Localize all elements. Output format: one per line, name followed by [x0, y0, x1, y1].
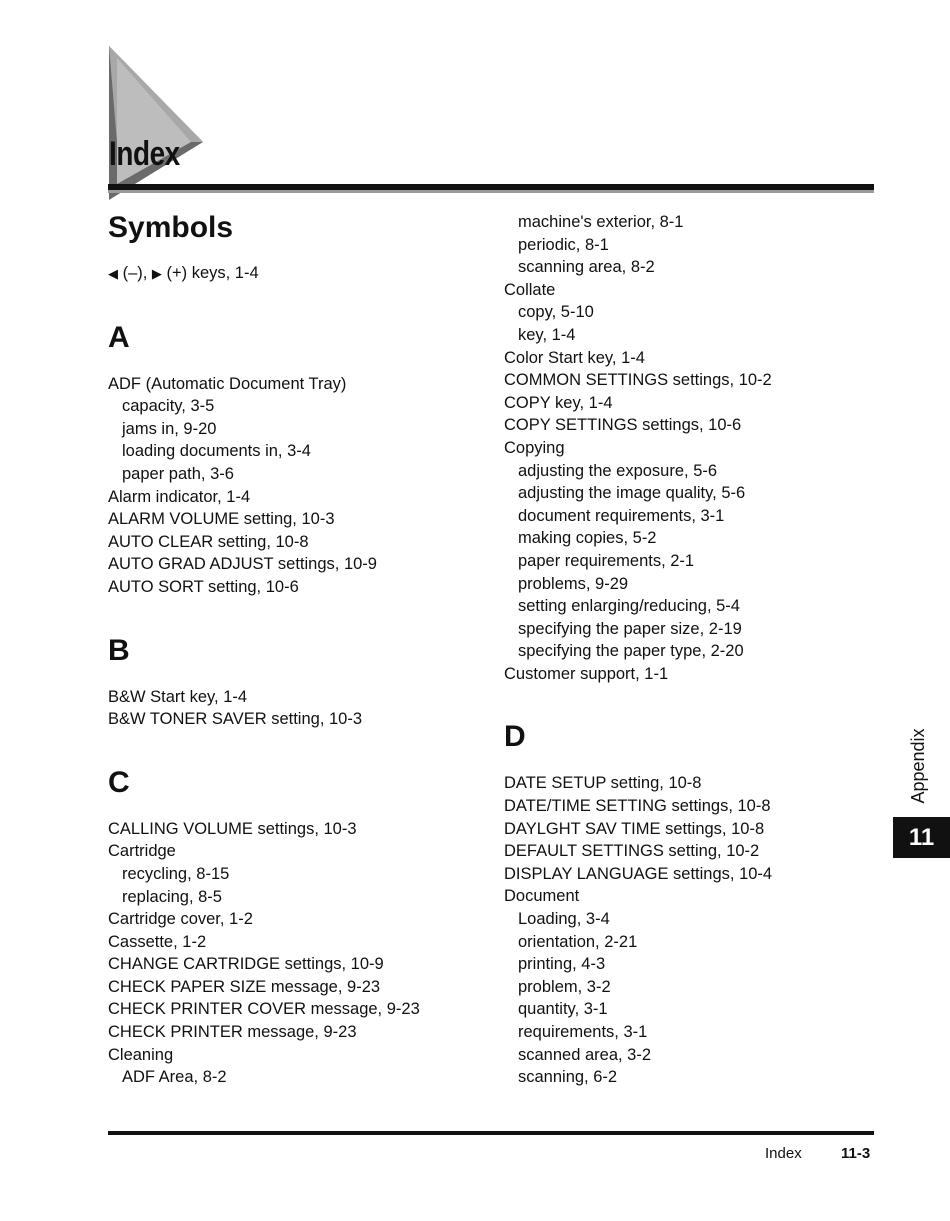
index-entry: AUTO GRAD ADJUST settings, 10-9	[108, 555, 377, 574]
section-a	[108, 320, 478, 599]
index-entry: Document	[504, 887, 580, 906]
index-subentry: problems, 9-29	[518, 574, 629, 593]
index-subentry: key, 1-4	[518, 325, 576, 344]
index-subentry: jams in, 9-20	[122, 419, 217, 438]
index-subentry: requirements, 3-1	[518, 1023, 648, 1041]
index-subentry: paper path, 3-6	[122, 464, 234, 483]
index-subentry: paper requirements, 2-1	[518, 551, 695, 570]
index-entry: AUTO CLEAR setting, 10-8	[108, 532, 309, 551]
left-arrow-icon: ◀	[108, 266, 118, 281]
right-arrow-icon: ▶	[151, 266, 162, 281]
section-heading-symbols: Symbols	[108, 211, 234, 244]
entry-text: (–),	[118, 264, 152, 282]
index-entry	[108, 262, 478, 286]
index-entry: DAYLGHT SAV TIME settings, 10-8	[504, 819, 765, 838]
index-entry: COPY SETTINGS settings, 10-6	[504, 416, 742, 435]
footer-section-label: Index	[765, 1145, 802, 1162]
index-entry: Cassette, 1-2	[108, 932, 207, 951]
section-c-continued	[504, 211, 874, 685]
page-title: Index	[109, 135, 180, 173]
index-subentry: orientation, 2-21	[518, 932, 638, 951]
index-entry: Color Start key, 1-4	[504, 348, 645, 367]
index-subentry: Loading, 3-4	[518, 910, 610, 929]
index-subentry: periodic, 8-1	[518, 235, 609, 254]
index-subentry: specifying the paper type, 2-20	[518, 642, 744, 661]
chapter-tab-label: Appendix	[908, 728, 928, 804]
index-subentry: copy, 5-10	[518, 303, 594, 322]
index-subentry: problem, 3-2	[518, 977, 611, 996]
index-entry: ALARM VOLUME setting, 10-3	[108, 510, 335, 529]
index-subentry: ADF Area, 8-2	[122, 1068, 227, 1087]
index-subentry: printing, 4-3	[518, 955, 606, 974]
index-subentry: scanning area, 8-2	[518, 258, 655, 277]
section-heading-c: C	[108, 765, 130, 799]
index-subentry: scanning, 6-2	[518, 1068, 618, 1087]
index-entry: COMMON SETTINGS settings, 10-2	[504, 371, 772, 390]
index-subentry: recycling, 8-15	[122, 864, 230, 883]
section-heading-d: D	[504, 720, 526, 754]
header-rule-shadow	[108, 190, 874, 193]
index-entry: ADF (Automatic Document Tray)	[108, 374, 347, 393]
index-entry: CHECK PRINTER COVER message, 9-23	[108, 1000, 420, 1019]
index-subentry: specifying the paper size, 2-19	[518, 619, 742, 638]
index-entry: CALLING VOLUME settings, 10-3	[108, 819, 357, 838]
index-subentry: machine's exterior, 8-1	[518, 213, 684, 231]
index-entry: AUTO SORT setting, 10-6	[108, 577, 299, 596]
section-c	[108, 765, 478, 1089]
index-subentry: setting enlarging/reducing, 5-4	[518, 597, 740, 616]
index-entry: Customer support, 1-1	[504, 664, 669, 683]
index-entry: DEFAULT SETTINGS setting, 10-2	[504, 842, 760, 861]
index-entry: DISPLAY LANGUAGE settings, 10-4	[504, 864, 773, 883]
section-b	[108, 633, 478, 731]
page-number: 11-3	[841, 1145, 871, 1162]
index-entry: Cartridge cover, 1-2	[108, 910, 253, 929]
section-d	[504, 719, 874, 1088]
index-entry: DATE SETUP setting, 10-8	[504, 774, 702, 793]
index-triangle-icon	[107, 44, 207, 204]
index-entry: CHECK PAPER SIZE message, 9-23	[108, 977, 381, 996]
index-subentry: making copies, 5-2	[518, 529, 657, 548]
index-entry: Cartridge	[108, 842, 176, 861]
section-heading-b: B	[108, 633, 130, 667]
section-heading-a: A	[108, 320, 130, 354]
index-subentry: adjusting the image quality, 5-6	[518, 484, 746, 503]
section-symbols	[108, 210, 478, 286]
index-column-left	[108, 210, 478, 1123]
index-subentry: adjusting the exposure, 5-6	[518, 461, 718, 480]
index-subentry: document requirements, 3-1	[518, 506, 725, 525]
index-entry: Copying	[504, 438, 565, 457]
index-subentry: scanned area, 3-2	[518, 1045, 652, 1064]
index-entry: CHANGE CARTRIDGE settings, 10-9	[108, 955, 384, 974]
index-entry: Alarm indicator, 1-4	[108, 487, 251, 506]
index-subentry: replacing, 8-5	[122, 887, 222, 906]
index-entry: B&W Start key, 1-4	[108, 687, 248, 706]
index-entry: COPY key, 1-4	[504, 393, 613, 412]
index-column-right	[504, 211, 874, 1123]
footer-rule	[108, 1131, 874, 1135]
index-entry: CHECK PRINTER message, 9-23	[108, 1023, 357, 1042]
index-entry: B&W TONER SAVER setting, 10-3	[108, 710, 363, 729]
index-entry: Collate	[504, 280, 556, 299]
chapter-number-badge: 11	[893, 817, 950, 858]
index-entry: DATE/TIME SETTING settings, 10-8	[504, 797, 771, 816]
index-entry: Cleaning	[108, 1045, 174, 1064]
index-subentry: capacity, 3-5	[122, 397, 215, 416]
index-subentry: quantity, 3-1	[518, 1000, 608, 1019]
entry-text: (+) keys, 1-4	[161, 264, 259, 282]
index-subentry: loading documents in, 3-4	[122, 442, 311, 461]
